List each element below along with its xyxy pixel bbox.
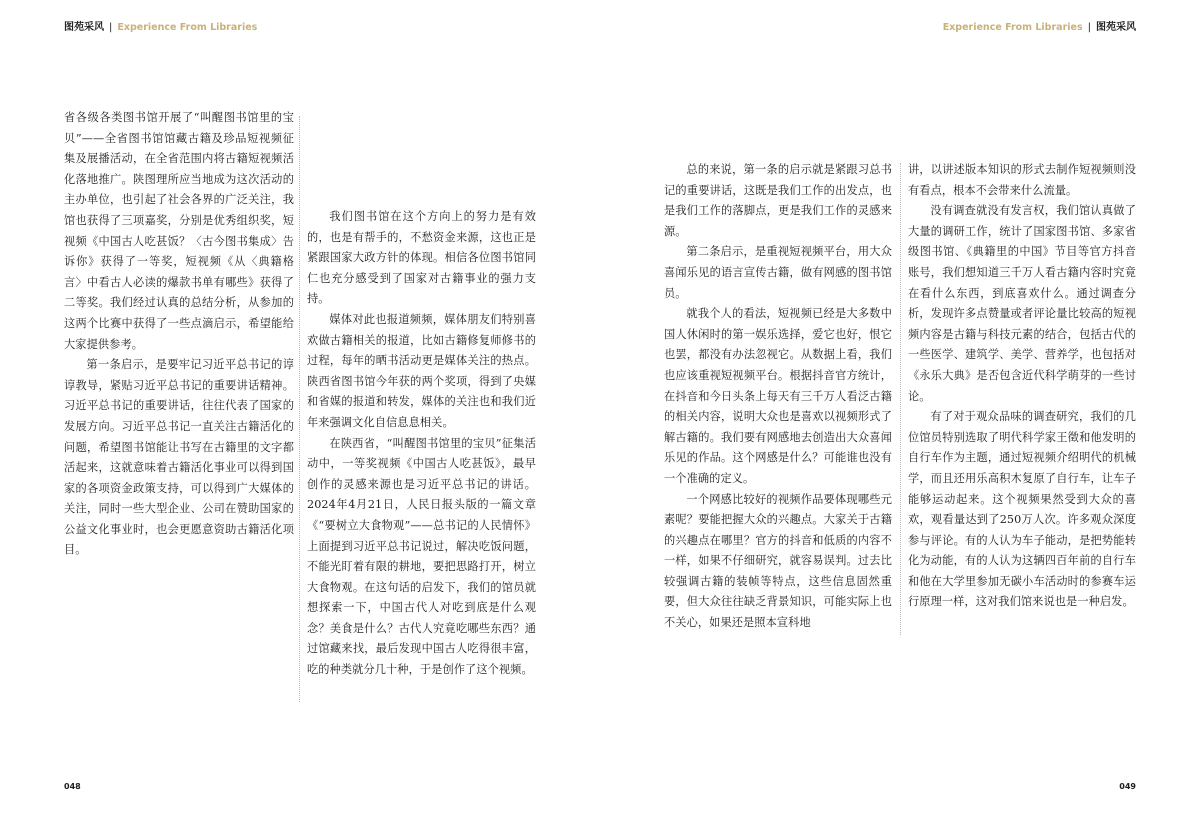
paragraph: 第一条启示，是要牢记习近平总书记的谆谆教导，紧贴习近平总书记的重要讲话精神。习近平总书记的重要讲话，往往代表了国家的发展方向。习近平总书记一直关注古籍活化的问题，希望图书馆能让书写在古籍里的文字都活起来，这就意味着古籍活化事业可以得到国家的各项资金政策支持，可以得到广大媒体的关注，同时一些大型企业、公司在赞助国家的公益文化事业时，也会更愿意资助古籍活化项目。 (64, 358, 294, 557)
page-number: 048 (64, 782, 81, 791)
paragraph: 第二条启示，是重视短视频平台，用大众喜闻乐见的语言宣传古籍，做有网感的图书馆员。 (664, 245, 892, 300)
paragraph: 媒体对此也报道频频，媒体朋友们特别喜欢做古籍相关的报道，比如古籍修复师修书的过程，每年的晒书活动更是媒体关注的热点。陕西省图书馆今年获的两个奖项，得到了央媒和省媒的报道和转发，媒体的关注也和我们近年来强调文化自信息息相关。 (307, 312, 536, 429)
header-separator: | (109, 22, 113, 33)
paragraph: 总的来说，第一条的启示就是紧跟习总书记的重要讲话，这既是我们工作的出发点，也是我们工作的落脚点，更是我们工作的灵感来源。 (664, 163, 892, 238)
paragraph: 在陕西省，“叫醒图书馆里的宝贝”征集活动中，一等奖视频《中国古人吃甚饭》，最早创作的灵感来源也是习近平总书记的讲话。2024年4月21日，人民日报头版的一篇文章《“要树立大食物观”——总书记的人民情怀》上面提到习近平总书记说过，解决吃饭问题，不能光盯着有限的耕地，要把思路打开，树立大食物观。在这句话的启发下，我们的馆员就想探索一下，中国古代人对吃到底是什么观念？美食是什么？古代人究竟吃哪些东西？通过馆藏来找，最后发现中国古人吃得很丰富，吃的种类就分几十种，于是创作了这个视频。 (307, 436, 536, 677)
paragraph: 一个网感比较好的视频作品要体现哪些元素呢？要能把握大众的兴趣点。大家关于古籍的兴趣点在哪里？官方的抖音和低质的内容不一样，如果不仔细研究，就容易误判。过去比较强调古籍的装帧等特点，这些信息固然重要，但大众往往缺乏背景知识，可能实际上也不关心，如果还是照本宣科地 (664, 492, 892, 630)
paragraph: 我们图书馆在这个方向上的努力是有效的，也是有帮手的，不愁资金来源，这也正是紧跟国家大政方针的体现。相信各位图书馆同仁也充分感受到了国家对古籍事业的强力支持。 (307, 210, 536, 306)
header-separator: | (1087, 22, 1091, 33)
column-divider (299, 116, 300, 702)
text-column-2 (307, 207, 536, 681)
paragraph: 有了对于观众品味的调查研究，我们的几位馆员特别选取了明代科学家王徵和他发明的自行车作为主题，通过短视频介绍明代的机械学，而且还用乐高积木复原了自行车，让车子能够运动起来。这个视频果然受到大众的喜欢，观看量达到了250万人次。许多观众深度参与评论。有的人认为车子能动，是把势能转化为动能，有的人认为这辆四百年前的自行车和他在大学里参加无碳小车活动时的参赛车运行原理一样，这对我们馆来说也是一种启发。 (908, 410, 1136, 609)
section-title-cn: 图苑采风 (64, 22, 104, 33)
section-title-en: Experience From Libraries (942, 22, 1083, 33)
paragraph: 没有调查就没有发言权，我们馆认真做了大量的调研工作，统计了国家图书馆、多家省级图书馆、《典籍里的中国》节目等官方抖音账号，我们想知道三千万人看古籍内容时究竟在看什么东西，到底喜欢什么。通过调查分析，发现许多点赞量或者评论量比较高的短视频内容是古籍与科技元素的结合，包括古代的一些医学、建筑学、美学、营养学，也包括对《永乐大典》是否包含近代科学萌芽的一些讨论。 (908, 204, 1136, 403)
column-divider (900, 163, 901, 635)
page-number: 049 (1119, 782, 1136, 791)
text-column-1 (664, 160, 892, 634)
paragraph: 省各级各类图书馆开展了“叫醒图书馆里的宝贝”——全省图书馆馆藏古籍及珍品短视频征集及展播活动，在全省范围内将古籍短视频活化落地推广。陕图理所应当地成为这次活动的主办单位，也引起了社会各界的广泛关注，我馆也获得了三项嘉奖，分别是优秀组织奖，短视频《中国古人吃甚饭？〈古今图书集成〉告诉你》获得了一等奖，短视频《从〈典籍格言〉中看古人必读的爆款书单有哪些》获得了二等奖。我们经过认真的总结分析，从参加的这两个比赛中获得了一些点滴启示，希望能给大家提供参考。 (64, 111, 294, 351)
paragraph: 就我个人的看法，短视频已经是大多数中国人休闲时的第一娱乐选择，爱它也好，恨它也罢，都没有办法忽视它。从数据上看，我们也应该重视短视频平台。根据抖音官方统计，在抖音和今日头条上每天有三千万人看泛古籍的相关内容，说明大众也是喜欢以视频形式了解古籍的。我们要有网感地去创造出大众喜闻乐见的作品。这个网感是什么？可能谁也没有一个准确的定义。 (664, 307, 892, 485)
running-header (64, 21, 257, 35)
running-header (943, 21, 1136, 35)
section-title-en: Experience From Libraries (117, 22, 258, 33)
text-column-1 (64, 108, 294, 561)
right-page (600, 0, 1200, 827)
paragraph: 讲，以讲述版本知识的形式去制作短视频则没有看点，根本不会带来什么流量。 (908, 163, 1136, 197)
text-column-2 (908, 160, 1136, 613)
section-title-cn: 图苑采风 (1096, 22, 1136, 33)
